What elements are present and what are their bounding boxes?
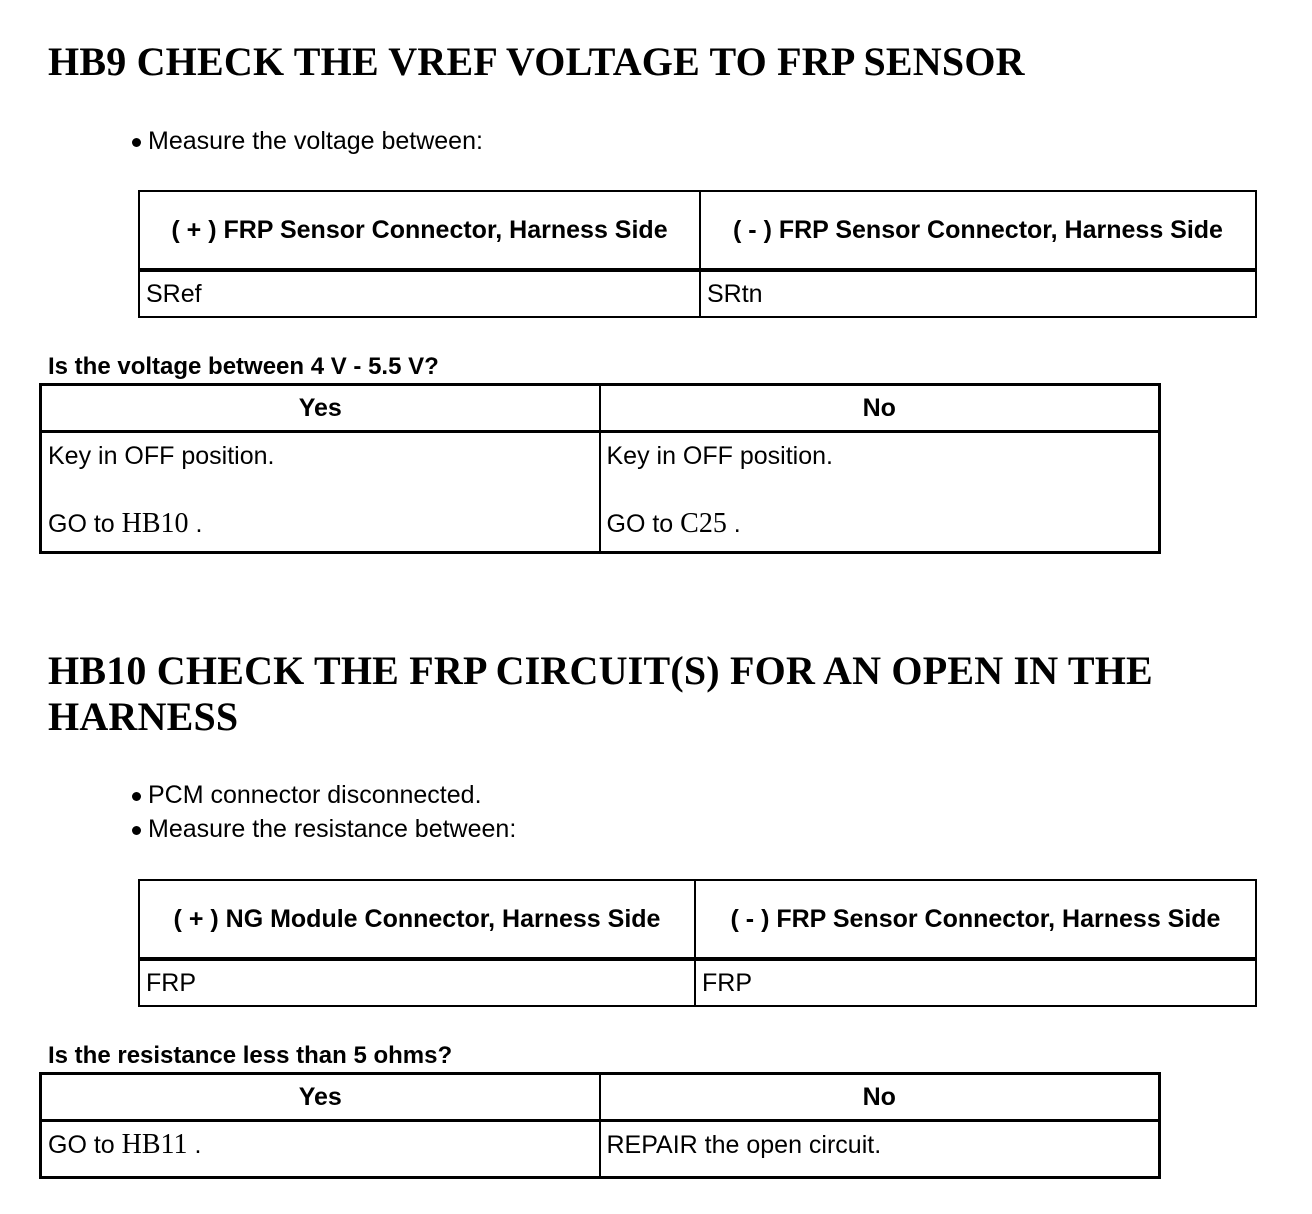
- hb10-heading: HB10 CHECK THE FRP CIRCUIT(S) FOR AN OPEN IN THE HARNESS: [48, 648, 1153, 739]
- hb9-decision-table: [39, 383, 1161, 554]
- positive-pin-cell: FRP: [139, 959, 695, 1006]
- yes-cell: [41, 432, 600, 553]
- hb10-question: Is the resistance less than 5 ohms?: [48, 1042, 453, 1069]
- table-header-row: [41, 385, 1160, 432]
- bullet-item: [130, 124, 483, 158]
- goto-suffix: .: [187, 1131, 202, 1159]
- hb9-measurement-table: [138, 190, 1257, 318]
- yes-header: Yes: [41, 385, 600, 432]
- positive-pin-cell: SRef: [139, 270, 700, 317]
- bullet-item: [130, 812, 516, 846]
- bullet-dot-icon: [132, 826, 141, 835]
- no-instruction: Key in OFF position.: [606, 442, 833, 470]
- goto-link-hb10[interactable]: HB10: [121, 508, 189, 539]
- table-row: [41, 432, 1160, 553]
- bullet-item: [130, 778, 516, 812]
- goto-suffix: .: [726, 510, 741, 538]
- bullet-text: PCM connector disconnected.: [148, 781, 482, 809]
- negative-connector-header: ( - ) FRP Sensor Connector, Harness Side: [700, 191, 1256, 270]
- table-row: [139, 270, 1256, 317]
- no-goto: [607, 507, 1153, 541]
- hb9-heading: HB9 CHECK THE VREF VOLTAGE TO FRP SENSOR: [48, 39, 1025, 84]
- hb10-decision-table: [39, 1072, 1161, 1179]
- table-header-row: [41, 1074, 1160, 1121]
- table-row: [41, 1121, 1160, 1178]
- goto-link-c25[interactable]: C25: [680, 508, 727, 539]
- hb10-measurement-table: [138, 879, 1257, 1007]
- yes-cell: [41, 1121, 600, 1178]
- yes-goto: [48, 507, 593, 541]
- hb9-question: Is the voltage between 4 V - 5.5 V?: [48, 353, 439, 380]
- positive-connector-header: ( + ) FRP Sensor Connector, Harness Side: [139, 191, 700, 270]
- goto-prefix: GO to: [48, 1131, 122, 1159]
- table-header-row: [139, 191, 1256, 270]
- bullet-text: Measure the voltage between:: [148, 127, 483, 155]
- yes-header: Yes: [41, 1074, 600, 1121]
- positive-connector-header: ( + ) NG Module Connector, Harness Side: [139, 880, 695, 959]
- line-spacer: [607, 473, 1153, 507]
- table-row: [139, 959, 1256, 1006]
- negative-connector-header: ( - ) FRP Sensor Connector, Harness Side: [695, 880, 1256, 959]
- no-cell: [600, 432, 1160, 553]
- goto-link-hb11[interactable]: HB11: [121, 1129, 188, 1160]
- hb10-bullet-list: [130, 778, 516, 846]
- yes-goto: [48, 1128, 593, 1162]
- yes-instruction: Key in OFF position.: [48, 442, 275, 470]
- goto-suffix: .: [188, 510, 203, 538]
- line-spacer: [48, 473, 593, 507]
- negative-pin-cell: SRtn: [700, 270, 1256, 317]
- no-instruction: REPAIR the open circuit.: [606, 1131, 882, 1159]
- bullet-dot-icon: [132, 792, 141, 801]
- goto-prefix: GO to: [606, 510, 681, 538]
- no-header: No: [600, 385, 1160, 432]
- bullet-dot-icon: [132, 138, 141, 147]
- negative-pin-cell: FRP: [695, 959, 1256, 1006]
- no-header: No: [600, 1074, 1160, 1121]
- table-header-row: [139, 880, 1256, 959]
- goto-prefix: GO to: [48, 510, 122, 538]
- no-cell: [600, 1121, 1160, 1178]
- bullet-text: Measure the resistance between:: [148, 815, 517, 843]
- hb9-bullet-list: [130, 124, 483, 158]
